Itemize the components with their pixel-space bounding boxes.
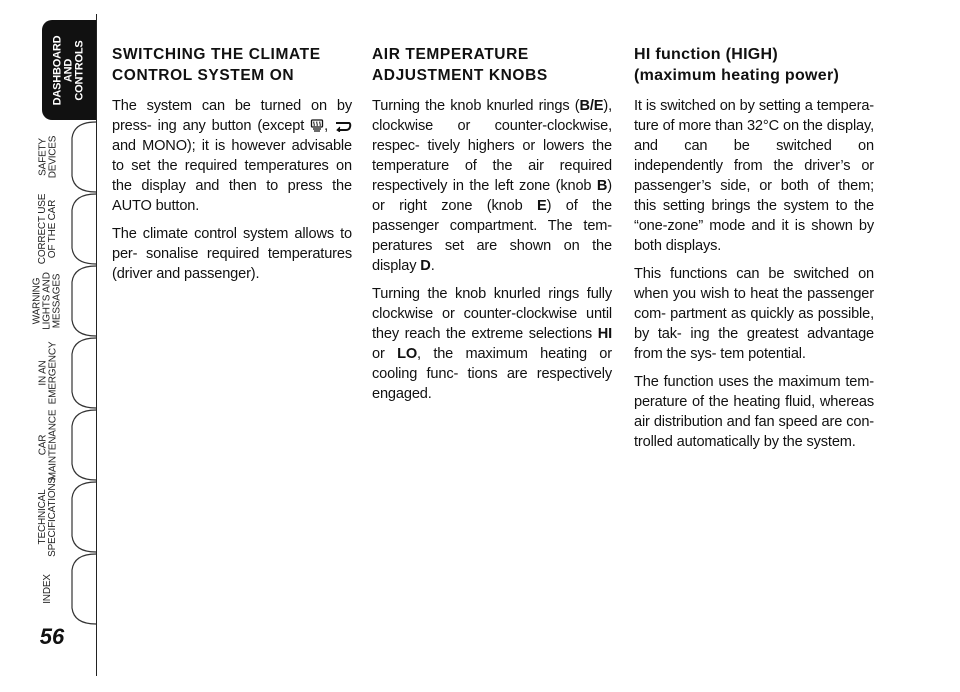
- tab-car-maintenance[interactable]: [0, 408, 96, 482]
- tab-label: IN AN EMERGENCY: [37, 341, 58, 405]
- knob-ref: E: [537, 198, 547, 214]
- text-run: and MONO); it is however advisable to set the required temperatures on the display and then to press the AUTO button.: [112, 138, 352, 214]
- text-run: .: [430, 258, 435, 274]
- section-tab-rail: [0, 0, 100, 692]
- section-heading: [634, 44, 874, 86]
- display-ref: D: [420, 258, 431, 274]
- tab-dashboard-and-controls[interactable]: [42, 20, 96, 120]
- tab-correct-use-of-the-car[interactable]: [0, 192, 96, 266]
- page-number: 56: [39, 624, 65, 649]
- paragraph: It is switched on by setting a tempera- ture of more than 32°C on the display, and can be switched on independently from the driver’s or passenger’s side, or both of them; this setting brings the system to the “one-zone” mode and it is shown by both displays.: [634, 98, 874, 254]
- tab-label: CORRECT USE OF THE CAR: [37, 193, 58, 265]
- text-run: Turning the knob knurled rings fully clockwise or counter-clockwise until they reach the extreme selections: [372, 286, 612, 342]
- text-run: ,: [324, 118, 334, 134]
- tab-label: WARNING LIGHTS AND MESSAGES: [32, 272, 63, 330]
- tab-label: SAFETY DEVICES: [36, 135, 58, 179]
- rail-divider-line: [96, 14, 97, 676]
- section-hi-function: [634, 44, 874, 460]
- heading-line: (maximum heating power): [634, 67, 840, 84]
- section-heading: SWITCHING THE CLIMATE CONTROL SYSTEM ON: [112, 46, 321, 84]
- paragraph: The function uses the maximum tem- perature of the heating fluid, whereas air distribution and fan speed are con- trolled automatically by the system.: [634, 374, 874, 450]
- text-run: or: [372, 346, 398, 362]
- text-run: ) or right zone (knob: [372, 178, 612, 214]
- tab-label: TECHNICAL SPECIFICATIONS: [37, 477, 58, 557]
- paragraph: This functions can be switched on when you wish to heat the passenger com- partment as quickly as possible, by tak- ing the greatest advantage from the sys- tem potential.: [634, 266, 874, 362]
- air-recirculation-icon: [334, 120, 352, 132]
- knob-ref: B/E: [579, 98, 604, 114]
- rear-defrost-icon: [310, 118, 324, 132]
- text-run: ) of the passenger compartment. The tem- peratures set are shown on the display: [372, 198, 612, 274]
- heading-line: HI function (HIGH): [634, 46, 779, 63]
- section-switching-on: [112, 44, 352, 292]
- paragraph: [372, 284, 612, 404]
- tab-warning-lights-and-messages[interactable]: [0, 264, 96, 338]
- text-run: Turning the knob knurled rings (: [372, 98, 580, 114]
- tab-label: DASHBOARD AND CONTROLS: [51, 35, 86, 105]
- tab-label: CAR MAINTENANCE: [37, 409, 58, 481]
- tab-in-an-emergency[interactable]: [0, 336, 96, 410]
- tab-safety-devices[interactable]: [0, 120, 96, 194]
- knob-ref: B: [596, 178, 608, 194]
- text-run: , the maximum heating or cooling func- tions are respectively engaged.: [372, 346, 612, 402]
- text-run: The system can be turned on by press- ing any button (except: [112, 98, 352, 134]
- section-air-temperature-knobs: [372, 44, 612, 412]
- text-run: ), clockwise or counter-clockwise, respec- tively highers or lowers the temperature of the air required respectively in the left zone (knob: [372, 98, 612, 194]
- tab-label: INDEX: [42, 574, 53, 604]
- tab-technical-specifications[interactable]: [0, 477, 96, 557]
- setting-ref: LO: [397, 346, 418, 362]
- setting-ref: HI: [597, 326, 612, 342]
- section-heading: AIR TEMPERATURE ADJUSTMENT KNOBS: [372, 46, 548, 84]
- paragraph: The climate control system allows to per- sonalise required temperatures (driver and passenger).: [112, 226, 352, 282]
- tab-index[interactable]: [0, 552, 96, 626]
- paragraph: [372, 96, 612, 276]
- paragraph: [112, 96, 352, 216]
